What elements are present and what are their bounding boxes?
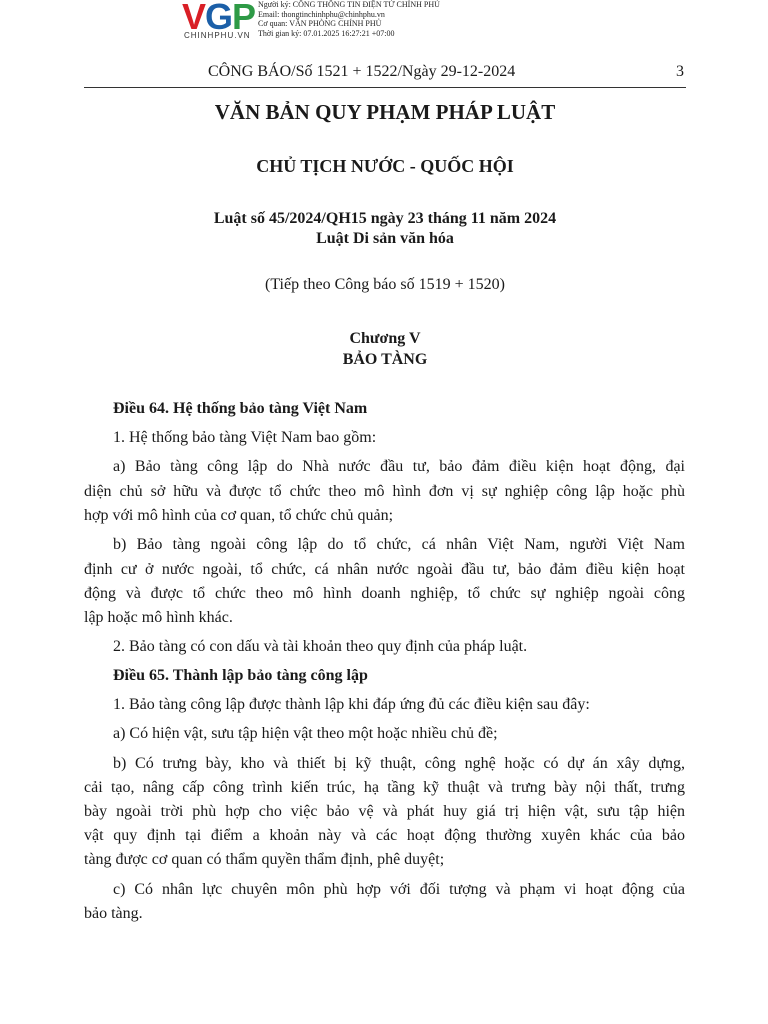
vgp-logo-subtext: CHINHPHU.VN <box>184 31 251 40</box>
page-number: 3 <box>676 63 684 80</box>
article-64-point-a-line: hợp với mô hình của cơ quan, tổ chức chủ quản; <box>84 507 394 524</box>
law-name: Luật Di sản văn hóa <box>316 230 454 247</box>
chapter-title: BẢO TÀNG <box>342 351 428 368</box>
article-64-clause-2: 2. Bảo tàng có con dấu và tài khoản theo quy định của pháp luật. <box>113 638 528 655</box>
article-64-clause-1: 1. Hệ thống bảo tàng Việt Nam bao gồm: <box>113 429 377 446</box>
article-65-point-b-line: bày ngoài trời phù hợp cho việc bảo vệ và phát huy giá trị hiện vật, sưu tập hiện <box>84 803 685 820</box>
article-65-heading: Điều 65. Thành lập bảo tàng công lập <box>113 667 368 684</box>
vgp-logo-letters: VGP <box>182 0 256 37</box>
signer-line: Người ký: CÔNG THÔNG TIN ĐIỆN TỬ CHÍNH PHỦ <box>258 0 440 9</box>
issuer-heading: CHỦ TỊCH NƯỚC - QUỐC HỘI <box>256 156 514 176</box>
article-65-clause-1: 1. Bảo tàng công lập được thành lập khi đáp ứng đủ các điều kiện sau đây: <box>113 696 590 713</box>
article-65-point-c-line: bảo tàng. <box>84 905 143 922</box>
article-65-point-b-line: cải tạo, nâng cấp công trình kiến trúc, hạ tầng kỹ thuật và trưng bày nội thất, trưng <box>84 779 685 796</box>
running-header-title: CÔNG BÁO/Số 1521 + 1522/Ngày 29-12-2024 <box>208 63 516 80</box>
continuation-note: (Tiếp theo Công báo số 1519 + 1520) <box>265 276 505 293</box>
digital-signature-block <box>182 0 522 40</box>
article-64-point-b-line: động và được tổ chức theo mô hình doanh nghiệp, tổ chức sự nghiệp ngoài công <box>84 585 685 602</box>
article-65-point-b-line: b) Có trưng bày, kho và thiết bị kỹ thuật, công nghệ hoặc có dự án xây dựng, <box>113 755 685 772</box>
article-64-point-a-line: a) Bảo tàng công lập do Nhà nước đầu tư, bảo đảm điều kiện hoạt động, đại <box>113 458 685 475</box>
signature-details <box>258 0 440 38</box>
article-65-point-b-line: vật quy định tại điểm a khoản này và các hoạt động thường xuyên khác của bảo <box>84 827 685 844</box>
article-64-point-b-line: b) Bảo tàng ngoài công lập do tổ chức, cá nhân Việt Nam, người Việt Nam <box>113 536 685 553</box>
article-65-point-b-line: tàng được cơ quan có thẩm quyền thẩm định, phê duyệt; <box>84 851 445 868</box>
section-title: VĂN BẢN QUY PHẠM PHÁP LUẬT <box>214 100 556 124</box>
law-number: Luật số 45/2024/QH15 ngày 23 tháng 11 năm 2024 <box>213 210 557 227</box>
signing-time-line: Thời gian ký: 07.01.2025 16:27:21 +07:00 <box>258 28 395 38</box>
article-64-point-b-line: định cư ở nước ngoài, tổ chức, cá nhân nước ngoài đầu tư, bảo đảm điều kiện hoạt <box>84 561 685 578</box>
vgp-logo <box>182 0 262 40</box>
email-line: Email: thongtinchinhphu@chinhphu.vn <box>258 9 385 19</box>
article-65-point-c-line: c) Có nhân lực chuyên môn phù hợp với đối tượng và phạm vi hoạt động của <box>113 881 685 898</box>
article-64-point-a-line: diện chủ sở hữu và được tổ chức theo mô hình đơn vị sự nghiệp công lập hoặc phù <box>84 483 685 500</box>
article-64-heading: Điều 64. Hệ thống bảo tàng Việt Nam <box>113 400 368 417</box>
header-divider <box>84 87 686 88</box>
article-65-point-a: a) Có hiện vật, sưu tập hiện vật theo một hoặc nhiều chủ đề; <box>113 725 498 742</box>
agency-line: Cơ quan: VĂN PHÒNG CHÍNH PHỦ <box>258 19 382 28</box>
article-64-point-b-line: lập hoặc mô hình khác. <box>84 609 233 626</box>
chapter-number: Chương V <box>349 330 421 347</box>
